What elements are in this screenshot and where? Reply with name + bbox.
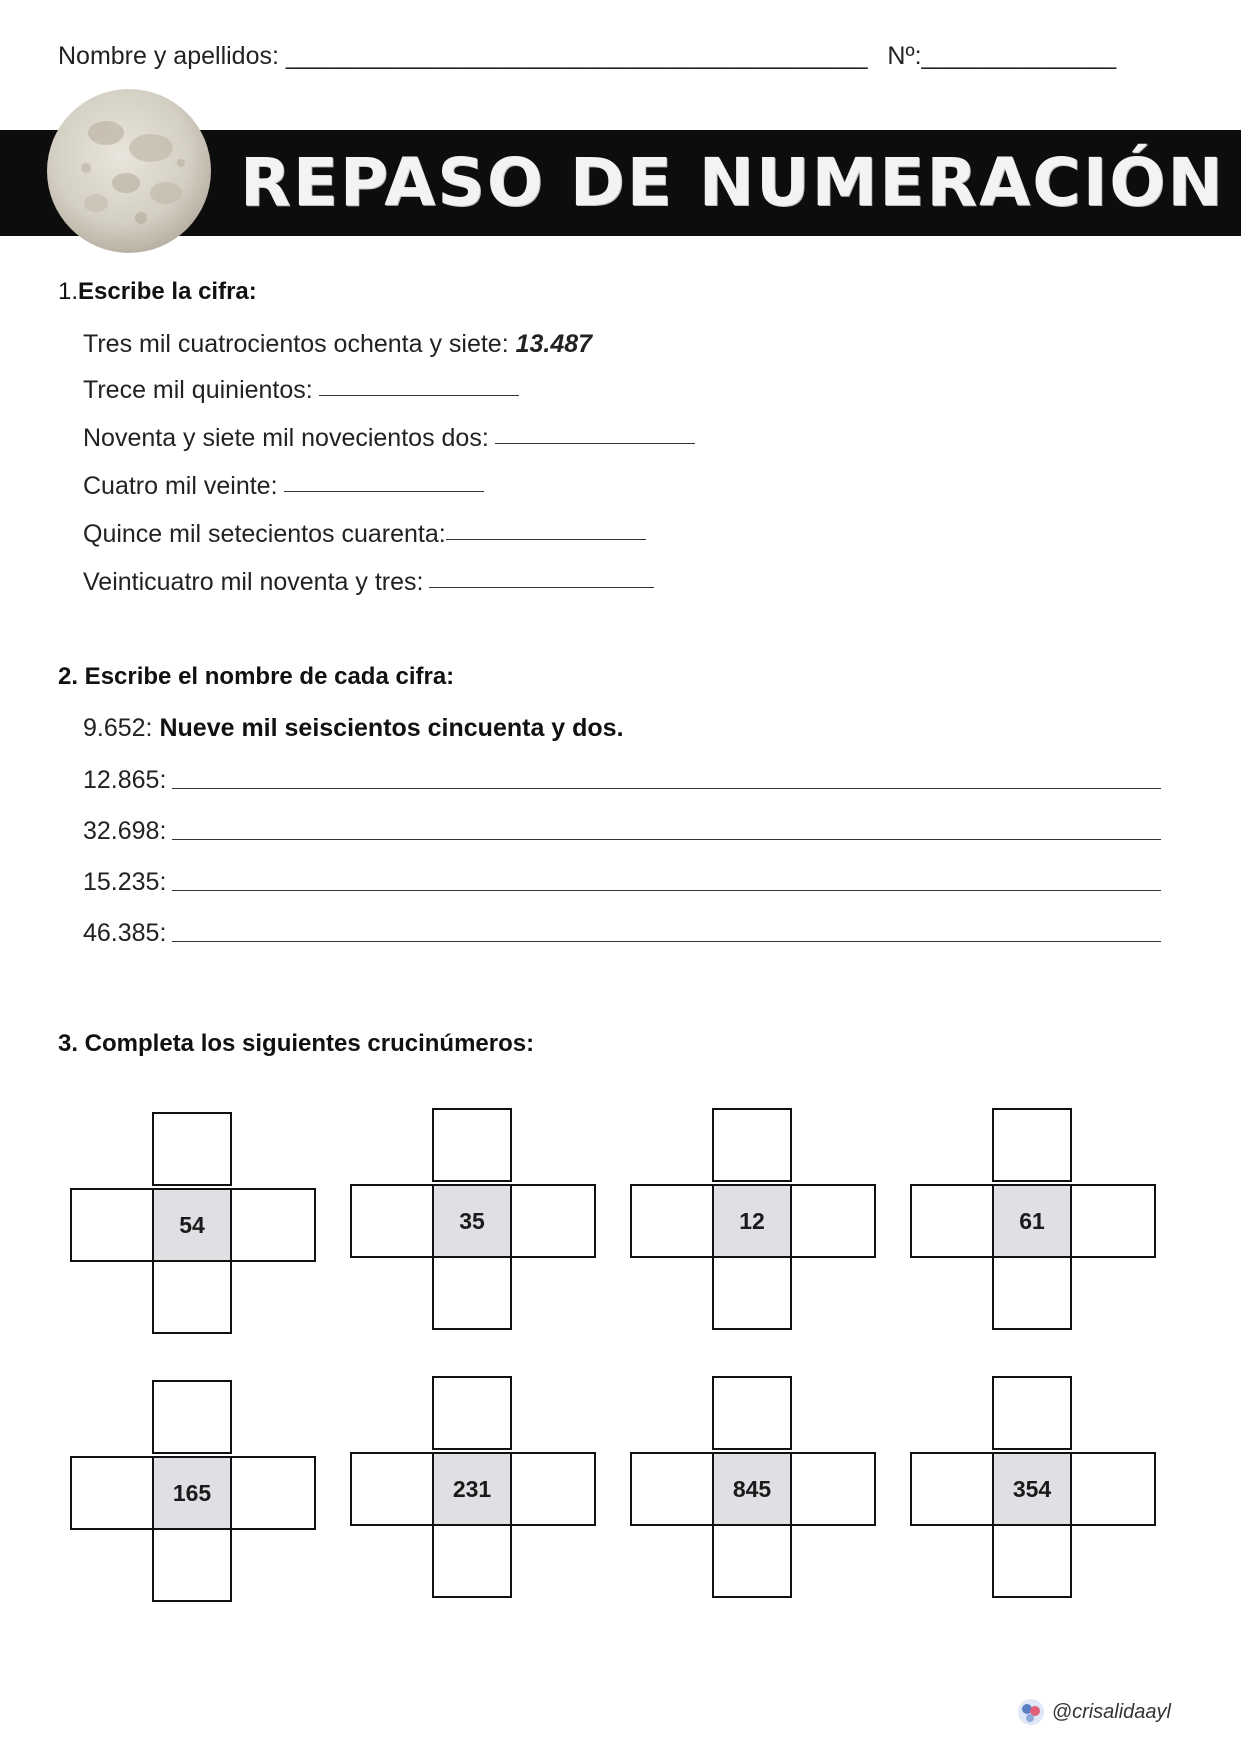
section2-item[interactable]: 46.385:	[83, 919, 1161, 948]
example-answer: Nueve mil seiscientos cincuenta y dos.	[159, 714, 624, 742]
author-avatar-icon	[1016, 1697, 1046, 1727]
cross-cell[interactable]	[230, 1188, 316, 1262]
cross-cell[interactable]	[992, 1524, 1072, 1598]
cross-cell[interactable]	[510, 1184, 596, 1258]
cross-cell[interactable]	[790, 1452, 876, 1526]
moon-icon	[46, 88, 212, 254]
page-title: REPASO DE NUMERACIÓN	[240, 144, 1225, 221]
section2-item[interactable]: 32.698:	[83, 817, 1161, 846]
cross-puzzle	[630, 1376, 876, 1604]
cross-cell[interactable]	[510, 1452, 596, 1526]
cross-cell[interactable]	[70, 1456, 154, 1530]
cross-cell[interactable]	[712, 1524, 792, 1598]
cross-cell[interactable]	[350, 1452, 434, 1526]
cross-cell[interactable]	[790, 1184, 876, 1258]
cross-cell[interactable]	[70, 1188, 154, 1262]
cross-cell[interactable]	[712, 1108, 792, 1182]
section1-title: 1.Escribe la cifra:	[58, 278, 257, 305]
cross-center-number: 165	[152, 1456, 232, 1530]
section2-example: 9.652: Nueve mil seiscientos cincuenta y dos.	[83, 714, 624, 742]
section1-item[interactable]: Trece mil quinientos:	[83, 376, 519, 405]
cross-puzzle	[910, 1376, 1156, 1604]
section1-item[interactable]: Quince mil setecientos cuarenta:	[83, 520, 646, 549]
cross-cell[interactable]	[152, 1112, 232, 1186]
example-answer: 13.487	[515, 330, 593, 358]
cross-cell[interactable]	[910, 1184, 994, 1258]
cross-cell[interactable]	[630, 1452, 714, 1526]
cross-cell[interactable]	[992, 1108, 1072, 1182]
section2-title: 2. Escribe el nombre de cada cifra:	[58, 663, 455, 690]
cross-puzzle	[350, 1376, 596, 1604]
cross-cell[interactable]	[432, 1256, 512, 1330]
cross-puzzle	[70, 1380, 316, 1608]
cross-center-number: 12	[712, 1184, 792, 1258]
cross-cell[interactable]	[910, 1452, 994, 1526]
cross-puzzle	[70, 1112, 316, 1340]
section1-item[interactable]: Cuatro mil veinte:	[83, 472, 484, 501]
cross-center-number: 61	[992, 1184, 1072, 1258]
cross-cell[interactable]	[432, 1524, 512, 1598]
section2-item[interactable]: 15.235:	[83, 868, 1161, 897]
cross-cell[interactable]	[152, 1260, 232, 1334]
cross-cell[interactable]	[992, 1256, 1072, 1330]
cross-cell[interactable]	[1070, 1452, 1156, 1526]
cross-puzzle	[630, 1108, 876, 1336]
cross-center-number: 231	[432, 1452, 512, 1526]
author-handle: @crisalidaayl	[1051, 1700, 1171, 1723]
cross-cell[interactable]	[230, 1456, 316, 1530]
cross-cell[interactable]	[712, 1376, 792, 1450]
cross-cell[interactable]	[992, 1376, 1072, 1450]
section3-title: 3. Completa los siguientes crucinúmeros:	[58, 1030, 535, 1057]
name-number-line	[58, 42, 1115, 71]
cross-cell[interactable]	[432, 1108, 512, 1182]
cross-cell[interactable]	[432, 1376, 512, 1450]
section2-item[interactable]: 12.865:	[83, 766, 1161, 795]
cross-cell[interactable]	[630, 1184, 714, 1258]
section1-example: Tres mil cuatrocientos ochenta y siete: 13.487	[83, 330, 593, 358]
number-blank[interactable]: _______________	[921, 42, 1116, 70]
cross-puzzle	[350, 1108, 596, 1336]
footer-credit	[1016, 1697, 1171, 1727]
number-label: Nº:	[887, 42, 922, 70]
cross-cell[interactable]	[152, 1380, 232, 1454]
cross-cell[interactable]	[712, 1256, 792, 1330]
cross-cell[interactable]	[1070, 1184, 1156, 1258]
cross-puzzle	[910, 1108, 1156, 1336]
cross-cell[interactable]	[152, 1528, 232, 1602]
cross-center-number: 354	[992, 1452, 1072, 1526]
cross-center-number: 35	[432, 1184, 512, 1258]
name-blank[interactable]: _____________________________________________	[285, 42, 867, 70]
cross-cell[interactable]	[350, 1184, 434, 1258]
name-label: Nombre y apellidos:	[58, 42, 279, 70]
cross-center-number: 54	[152, 1188, 232, 1262]
section1-item[interactable]: Veinticuatro mil noventa y tres:	[83, 568, 654, 597]
section1-item[interactable]: Noventa y siete mil novecientos dos:	[83, 424, 695, 453]
cross-center-number: 845	[712, 1452, 792, 1526]
